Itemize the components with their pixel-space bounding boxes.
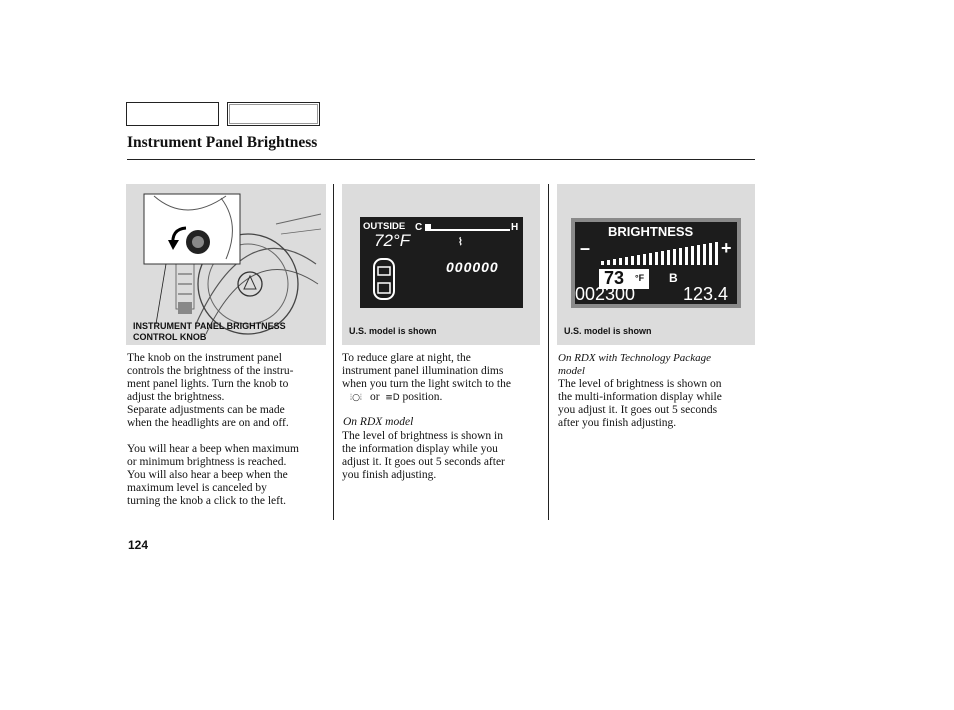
- hot-label: H: [511, 222, 519, 233]
- cold-label: C: [415, 222, 423, 233]
- outside-label: OUTSIDE: [363, 221, 406, 232]
- gear-indicator: B: [669, 271, 678, 285]
- nav-tab-2[interactable]: [227, 102, 320, 126]
- page-number: 124: [128, 538, 149, 552]
- position-text: position.: [402, 391, 443, 403]
- figure-brightness-knob: [126, 184, 326, 345]
- brightness-heading: BRIGHTNESS: [608, 224, 694, 239]
- odometer-readout: 002300: [575, 284, 636, 304]
- temperature-gauge-bar: [425, 229, 510, 231]
- page-title: Instrument Panel Brightness: [127, 134, 318, 151]
- column1-paragraph-1: The knob on the instrument panel controls the brightness of the instru- ment panel lights. Turn the knob to adjust the brightness. Separate adjustments can be made when the headlights are on and off.: [127, 352, 294, 430]
- brightness-level-bars: [599, 241, 719, 267]
- column3-paragraph-1: The level of brightness is shown on the multi-information display while you adjust it. It goes out 5 seconds after you finish adjusting.: [558, 378, 722, 430]
- figure-info-display: [342, 184, 540, 345]
- multi-info-screen: [575, 222, 737, 304]
- figure-caption: U.S. model is shown: [349, 326, 437, 336]
- column1-paragraph-2: You will hear a beep when maximum or minimum brightness is reached. You will also hear a beep when the maximum level is canceled by turning the knob a click to the left.: [127, 443, 299, 508]
- display-bezel: [571, 218, 741, 308]
- column2-paragraph-2: The level of brightness is shown in the information display while you adjust it. It goes out 5 seconds after you finish adjusting.: [342, 430, 505, 482]
- temperature-unit: °F: [635, 273, 645, 283]
- figure-multi-info-display: [557, 184, 755, 345]
- nav-tab-1[interactable]: [126, 102, 219, 126]
- column2-paragraph-1: To reduce glare at night, the instrument panel illumination dims when you turn the light switch to the: [342, 352, 511, 391]
- outside-temperature: 73: [604, 268, 625, 288]
- or-text: or: [370, 391, 380, 403]
- light-switch-line: [342, 391, 442, 405]
- outside-temperature: 72°F: [374, 231, 411, 250]
- minus-icon: –: [580, 238, 591, 258]
- parking-light-icon: ⦙○⦙: [350, 393, 362, 403]
- gauge-fill: [425, 224, 431, 231]
- figure-caption: INSTRUMENT PANEL BRIGHTNESS CONTROL KNOB: [133, 321, 286, 342]
- column2-subheading: On RDX model: [343, 416, 414, 428]
- trip-meter-readout: 123.4: [683, 284, 729, 304]
- headlight-icon: ≡D: [385, 393, 400, 403]
- title-rule: [127, 159, 755, 160]
- column-divider-2: [548, 184, 549, 520]
- figure-caption: U.S. model is shown: [564, 326, 652, 336]
- column3-subheading: On RDX with Technology Package model: [558, 352, 711, 378]
- column-divider-1: [333, 184, 334, 520]
- plus-icon: +: [721, 238, 732, 258]
- info-display-screen: [360, 217, 523, 308]
- odometer-readout: 000000: [446, 259, 499, 275]
- car-top-view-icon: [370, 257, 400, 301]
- coolant-temp-icon: ⌇: [458, 237, 463, 248]
